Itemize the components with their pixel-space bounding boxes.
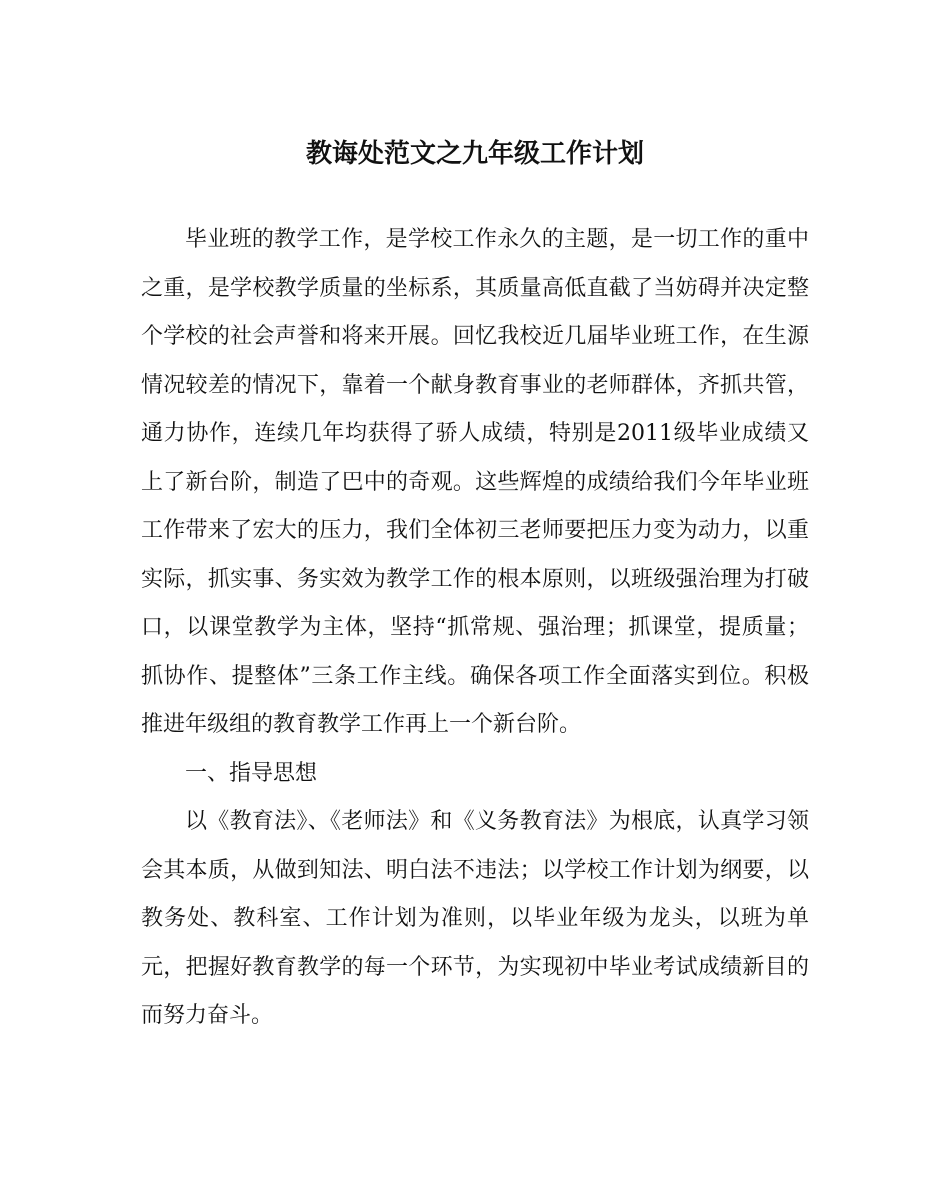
document-body (141, 216, 809, 1041)
intro-paragraph: 毕业班的教学工作，是学校工作永久的主题，是一切工作的重中之重，是学校教学质量的坐标系，其质量高低直截了当妨碍并决定整个学校的社会声誉和将来开展。回忆我校近几届毕业班工作，在生源情况较差的情况下，靠着一个献身教育事业的老师群体，齐抓共管，通力协作，连续几年均获得了骄人成绩，特别是2011级毕业成绩又上了新台阶，制造了巴中的奇观。这些辉煌的成绩给我们今年毕业班工作带来了宏大的压力，我们全体初三老师要把压力变为动力，以重实际，抓实事、务实效为教学工作的根本原则，以班级强治理为打破口，以课堂教学为主体，坚持“抓常规、强治理；抓课堂，提质量；抓协作、提整体”三条工作主线。确保各项工作全面落实到位。积极推进年级组的教育教学工作再上一个新台阶。 (141, 227, 809, 737)
section-heading-guiding-ideology: 一、指导思想 (185, 760, 318, 786)
document-title: 教诲处范文之九年级工作计划 (305, 139, 644, 169)
guiding-ideology-paragraph: 以《教育法》、《老师法》和《义务教育法》为根底，认真学习领会其本质，从做到知法、明白法不违法；以学校工作计划为纲要，以教务处、教科室、工作计划为准则，以毕业年级为龙头，以班为单元，把握好教育教学的每一个环节，为实现初中毕业考试成绩新目的而努力奋斗。 (141, 809, 809, 1028)
